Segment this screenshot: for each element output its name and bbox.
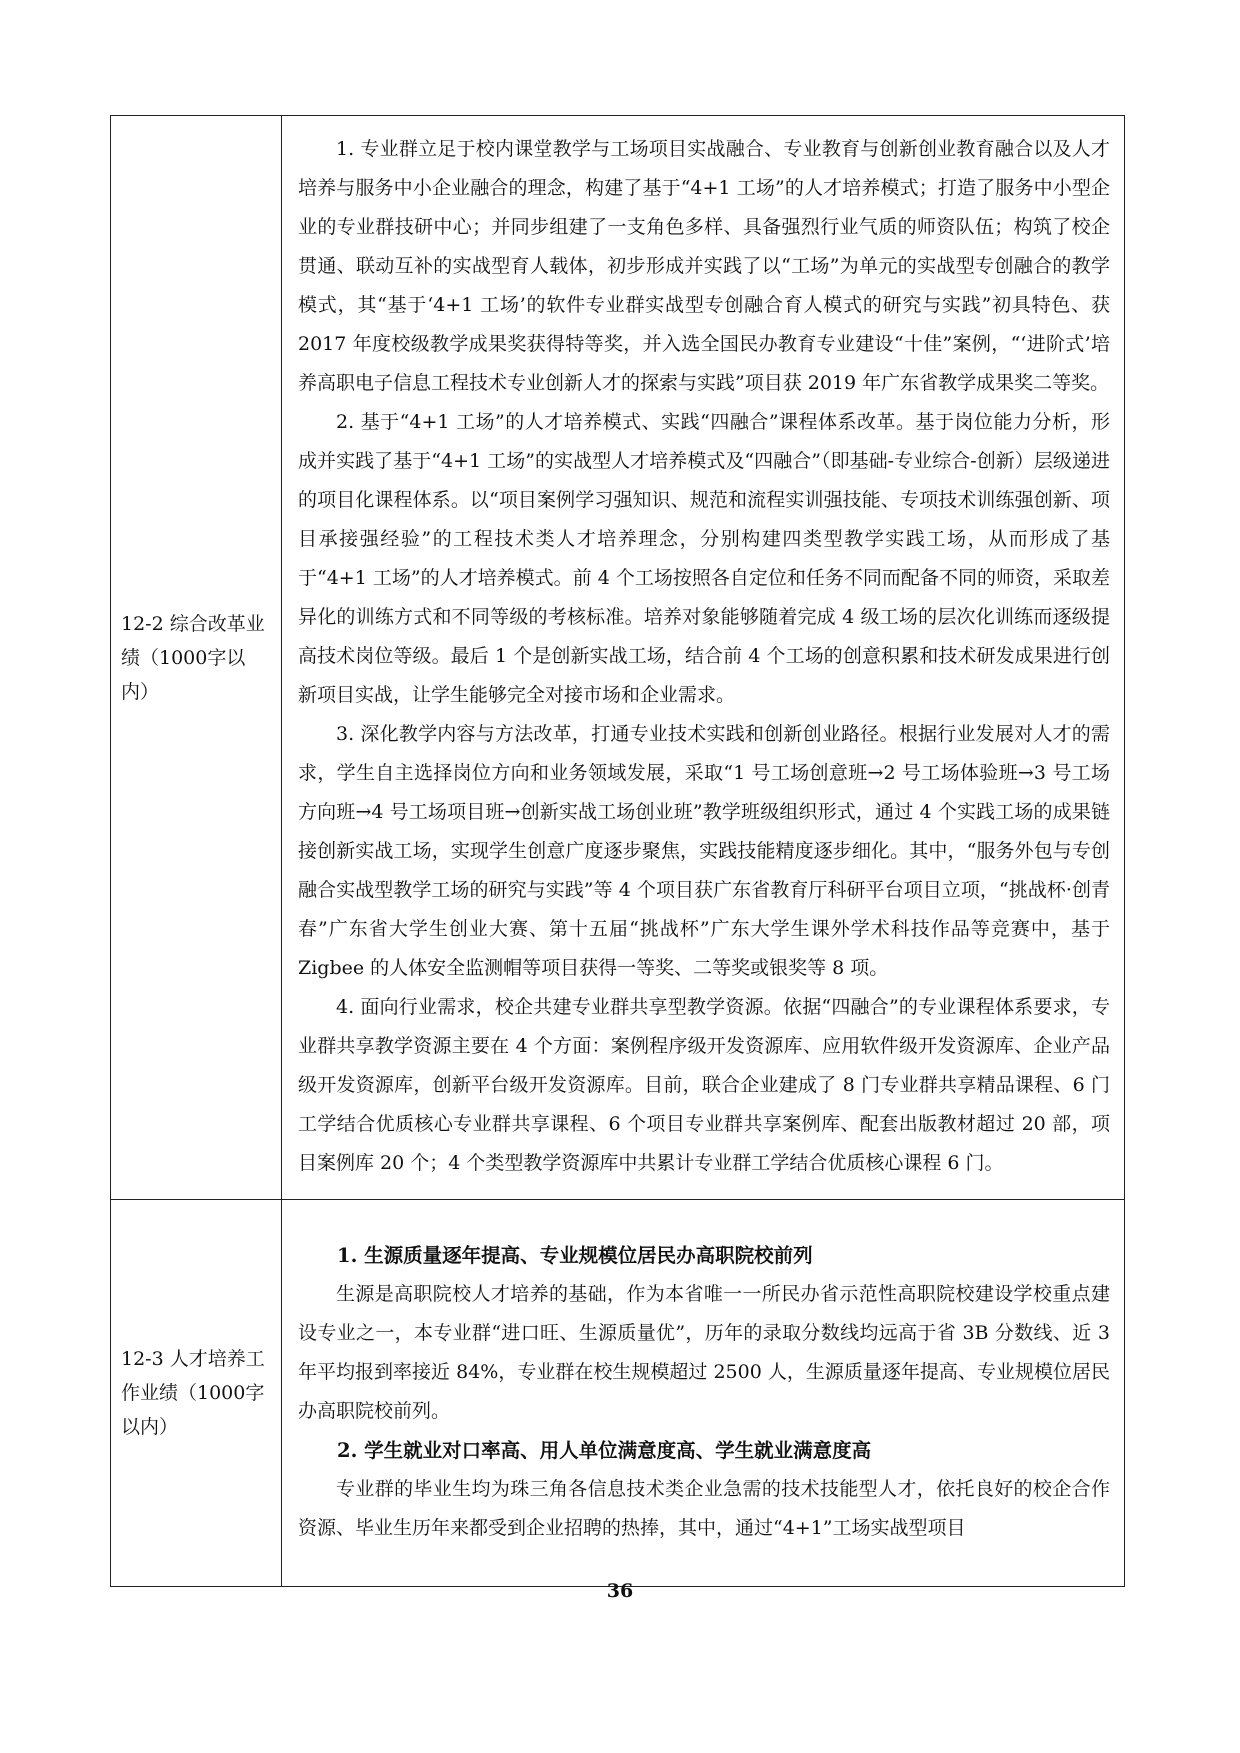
row-content-talent-cultivation xyxy=(282,1200,1125,1587)
paragraph: 专业群的毕业生均为珠三角各信息技术类企业急需的技术技能型人才，依托良好的校企合作资源、毕业生历年来都受到企业招聘的热捧，其中，通过“4+1”工场实战型项目 xyxy=(298,1478,1110,1539)
page-number: 36 xyxy=(606,1580,634,1602)
row-label-talent-cultivation: 12-3 人才培养工作业绩（1000字以内） xyxy=(111,1200,282,1587)
row-content-comprehensive-reform xyxy=(282,116,1125,1200)
paragraph: 2. 基于“4+1 工场”的人才培养模式、实践“四融合”课程体系改革。基于岗位能力分析，形成并实践了基于“4+1 工场”的实战型人才培养模式及“四融合”（即基础-专业综合-创新）层级递进的项目化课程体系。以“项目案例学习强知识、规范和流程实训强技能、专项技术训练强创新、项目承接强经验”的工程技术类人才培养理念，分别构建四类型教学实践工场，从而形成了基于“4+1 工场”的人才培养模式。前 4 个工场按照各自定位和任务不同而配备不同的师资，采取差异化的训练方式和不同等级的考核标准。培养对象能够随着完成 4 级工场的层次化训练而逐级提高技术岗位等级。最后 1 个是创新实战工场，结合前 4 个工场的创意积累和技术研发成果进行创新项目实战，让学生能够完全对接市场和企业需求。 xyxy=(298,411,1110,706)
paragraph: 3. 深化教学内容与方法改革，打通专业技术实践和创新创业路径。根据行业发展对人才的需求，学生自主选择岗位方向和业务领域发展，采取“1 号工场创意班→2 号工场体验班→3 号工场方向班→4 号工场项目班→创新实战工场创业班”教学班级组织形式，通过 4 个实践工场的成果链接创新实战工场，实现学生创意广度逐步聚焦，实践技能精度逐步细化。其中，“服务外包与专创融合实战型教学工场的研究与实践”等 4 个项目获广东省教育厅科研平台项目立项，“挑战杯·创青春”广东省大学生创业大赛、第十五届“挑战杯”广东大学生课外学术科技作品等竞赛中，基于 Zigbee 的人体安全监测帽等项目获得一等奖、二等奖或银奖等 8 项。 xyxy=(298,723,1110,979)
table-row xyxy=(111,1200,1125,1587)
section-heading: 1. 生源质量逐年提高、专业规模位居民办高职院校前列 xyxy=(337,1244,813,1267)
paragraph: 4. 面向行业需求，校企共建专业群共享型教学资源。依据“四融合”的专业课程体系要求，专业群共享教学资源主要在 4 个方面：案例程序级开发资源库、应用软件级开发资源库、企业产品级开发资源库，创新平台级开发资源库。目前，联合企业建成了 8 门专业群共享精品课程、6 门工学结合优质核心专业群共享课程、6 个项目专业群共享案例库、配套出版教材超过 20 部，项目案例库 20 个；4 个类型教学资源库中共累计专业群工学结合优质核心课程 6 门。 xyxy=(298,996,1110,1174)
paragraph: 生源是高职院校人才培养的基础，作为本省唯一一所民办省示范性高职院校建设学校重点建设专业之一，本专业群“进口旺、生源质量优”，历年的录取分数线均远高于省 3B 分数线、近 3 年平均报到率接近 84%，专业群在校生规模超过 2500 人，生源质量逐年提高、专业规模位居民办高职院校前列。 xyxy=(298,1283,1110,1422)
paragraph: 1. 专业群立足于校内课堂教学与工场项目实战融合、专业教育与创新创业教育融合以及人才培养与服务中小企业融合的理念，构建了基于“4+1 工场”的人才培养模式；打造了服务中小型企业的专业群技研中心；并同步组建了一支角色多样、具备强烈行业气质的师资队伍；构筑了校企贯通、联动互补的实战型育人载体，初步形成并实践了以“工场”为单元的实战型专创融合的教学模式，其“基于‘4+1 工场’的软件专业群实战型专创融合育人模式的研究与实践”初具特色、获 2017 年度校级教学成果奖获得特等奖，并入选全国民办教育专业建设“十佳”案例，“‘进阶式’培养高职电子信息工程技术专业创新人才的探索与实践”项目获 2019 年广东省教学成果奖二等奖。 xyxy=(298,138,1110,394)
table-row xyxy=(111,116,1125,1200)
achievement-table xyxy=(110,115,1125,1587)
section-heading: 2. 学生就业对口率高、用人单位满意度高、学生就业满意度高 xyxy=(337,1439,872,1462)
row-label-comprehensive-reform: 12-2 综合改革业绩（1000字以内） xyxy=(111,116,282,1200)
